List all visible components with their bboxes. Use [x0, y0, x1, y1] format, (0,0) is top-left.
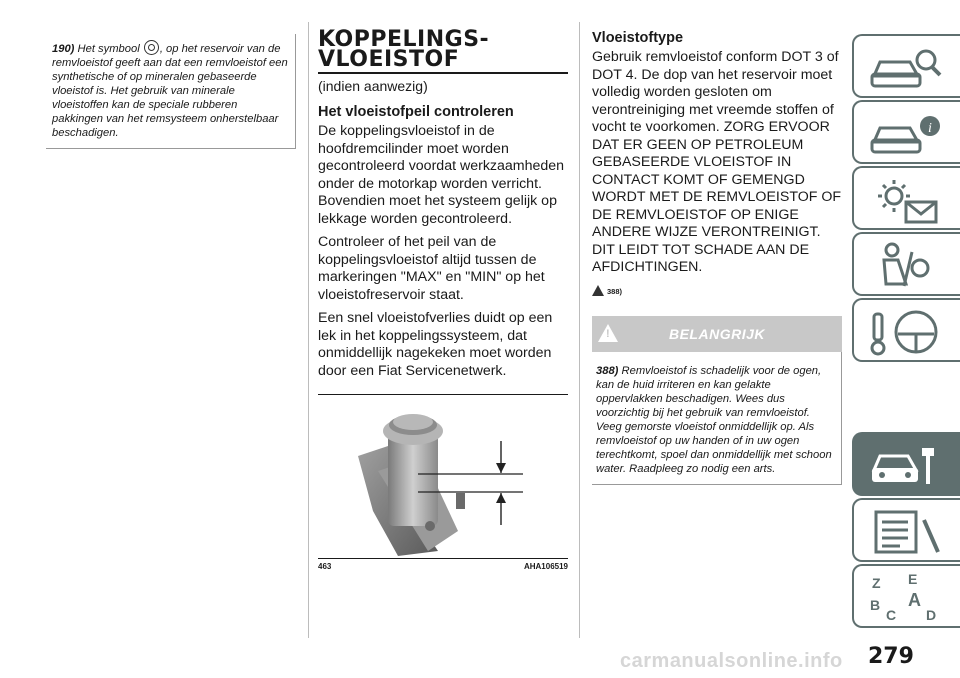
warning-text: Remvloeistof is schadelijk voor de ogen, kan de huid irriteren en kan gelakte oppervlakken beschadigen. Wees dus voorzichtig bij het gebruik van remvloeistof. Veeg gemorste vloeistof onmiddellijk op. Als remvloeistof op uw handen of in uw ogen terechtkomt, spoel dan onmiddellijk met schoon water. Raadpleeg zo nodig een arts. [596, 364, 832, 475]
footnote-number: 190) [52, 43, 75, 55]
tab-car-search[interactable] [852, 34, 960, 98]
brake-fluid-symbol-icon [144, 40, 159, 55]
airbag-safety-icon [868, 240, 948, 292]
fluid-type-body: Gebruik remvloeistof conform DOT 3 of DOT 4. De dop van het reservoir moet volledig worden gesloten om verontreiniging met vreemde stoffen of vocht te voorkomen. ZORG ERVOOR DAT ER GEEN OP PETROLEUM GEBASEERDE VLOEISTOF IN CONTACT KOMT OF GEMENGD WORDT MET DE REMVLOEISTOF OF DE REMVLOEISTOF OP ENIGE ANDERE WIJZE VERONTREINIGT. DIT LEIDT TOT SCHADE AAN DE AFDICHTINGEN. [592, 49, 842, 275]
watermark: carmanualsonline.info [620, 650, 843, 672]
page-number: 279 [868, 644, 914, 669]
warning-triangle-icon [592, 285, 604, 296]
column-divider-right [579, 22, 580, 638]
tab-technical-data[interactable] [852, 498, 960, 562]
paragraph: Een snel vloeistofverlies duidt op een lek in het koppelingssysteem, dat onmiddellijk nagekeken moet worden door een Fiat Servicenetwerk. [318, 310, 553, 379]
clutch-reservoir-illustration [318, 401, 568, 556]
section-heading-line1: KOPPELINGS- [318, 27, 490, 52]
section-heading [318, 27, 568, 72]
column-divider-left [308, 22, 309, 638]
warning-number: 388) [596, 364, 619, 377]
fluid-type-title: Vloeistoftype [592, 30, 684, 46]
warning-lights-icon [868, 174, 948, 226]
warning-note-388 [592, 352, 842, 485]
footnote-text-end: , op het reservoir van de remvloeistof geeft aan dat een remvloeistof een synthetische of op mineralen gebaseerde vloeistof is. Het gebruik van minerale vloeistoffen kan de speciale rubberen pakkingen van het remsysteem onherstelbaar beschadigen. [52, 43, 288, 139]
svg-text:D: D [926, 607, 937, 623]
footnote-text-start: Het symbool [77, 43, 140, 55]
right-column [592, 30, 842, 485]
tab-index[interactable] [852, 564, 960, 628]
car-info-icon [868, 108, 948, 160]
svg-text:A: A [908, 590, 921, 610]
heading-rule [318, 72, 568, 74]
tab-warning-lights[interactable] [852, 166, 960, 230]
subheading: Het vloeistofpeil controleren [318, 104, 514, 120]
steering-key-icon [868, 306, 948, 358]
clutch-reservoir-figure [318, 401, 568, 556]
important-label: BELANGRIJK [668, 325, 765, 342]
tab-car-info[interactable] [852, 100, 960, 164]
body-text [318, 123, 568, 380]
car-search-icon [868, 42, 948, 94]
alphabetical-index-icon [868, 572, 948, 624]
warning-triangle-icon [598, 324, 618, 342]
figure-top-rule [318, 394, 568, 395]
paragraph: Controleer of het peil van de koppelingsvloeistof altijd tussen de markeringen "MAX" en "MIN" op het vloeistofreservoir staat. [318, 234, 545, 303]
section-subtitle: (indien aanwezig) [318, 78, 428, 94]
important-banner [592, 316, 842, 352]
tab-starting-driving[interactable] [852, 298, 960, 362]
section-heading-line2: VLOEISTOF [318, 47, 460, 72]
figure-code: AHA106519 [523, 562, 568, 571]
middle-column [318, 27, 568, 571]
car-maintenance-icon [868, 440, 948, 492]
footnote-190 [46, 34, 296, 149]
svg-text:E: E [908, 572, 918, 587]
technical-data-icon [868, 506, 948, 558]
tab-safety[interactable] [852, 232, 960, 296]
svg-text:i: i [928, 121, 932, 136]
warning-reference [592, 285, 842, 296]
paragraph: De koppelingsvloeistof in de hoofdremcilinder moet worden gecontroleerd voordat werkzaamheden onder de motorkap worden verricht. Bovendien moet het systeem gelijk op lekkage worden gecontroleerd. [318, 123, 565, 227]
figure-number: 463 [318, 562, 332, 571]
warning-reference-number: 388) [607, 286, 623, 296]
figure-caption [318, 558, 568, 571]
svg-text:C: C [886, 607, 897, 623]
tab-maintenance[interactable] [852, 432, 960, 496]
svg-text:Z: Z [872, 575, 881, 591]
svg-text:B: B [870, 597, 881, 613]
